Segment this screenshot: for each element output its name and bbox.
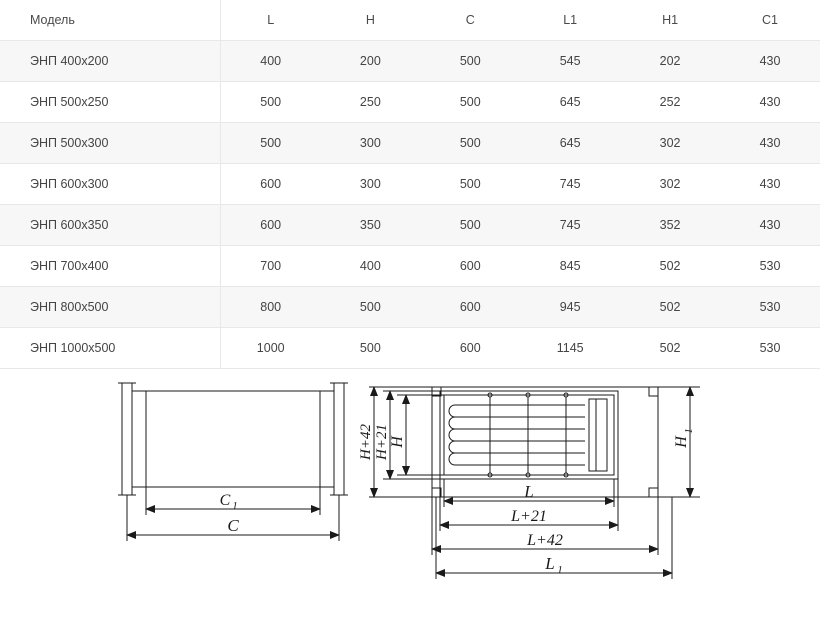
cell-h: 300 [320, 123, 420, 164]
cell-c1: 430 [720, 82, 820, 123]
table-row [0, 287, 820, 328]
cell-l: 800 [221, 287, 321, 328]
cell-h1: 302 [620, 164, 720, 205]
table-body [0, 41, 820, 369]
cell-c: 500 [420, 41, 520, 82]
cell-model: ЭНП 800x500 [0, 287, 221, 328]
cell-c: 600 [420, 287, 520, 328]
cell-h: 400 [320, 246, 420, 287]
label-c: C [227, 516, 239, 535]
table-row [0, 41, 820, 82]
table-row [0, 82, 820, 123]
cell-h: 300 [320, 164, 420, 205]
cell-l: 600 [221, 205, 321, 246]
cell-l1: 945 [520, 287, 620, 328]
table-row [0, 328, 820, 369]
cell-c1: 430 [720, 123, 820, 164]
label-h1: H [673, 436, 690, 448]
table-row [0, 123, 820, 164]
cell-l1: 545 [520, 41, 620, 82]
label-c1: C [219, 492, 231, 509]
cell-model: ЭНП 400x200 [0, 41, 221, 82]
cell-h: 500 [320, 287, 420, 328]
cell-model: ЭНП 1000x500 [0, 328, 221, 369]
table-row [0, 246, 820, 287]
cell-l1: 1145 [520, 328, 620, 369]
cell-h1: 502 [620, 287, 720, 328]
cell-c: 500 [420, 82, 520, 123]
cell-c: 500 [420, 205, 520, 246]
cell-h1: 502 [620, 328, 720, 369]
table-row [0, 164, 820, 205]
cell-h1: 202 [620, 41, 720, 82]
cell-h1: 252 [620, 82, 720, 123]
cell-c1: 430 [720, 205, 820, 246]
column-header-model: Модель [0, 0, 221, 41]
cell-c: 600 [420, 246, 520, 287]
cell-c: 500 [420, 123, 520, 164]
cell-c1: 430 [720, 164, 820, 205]
cell-h: 250 [320, 82, 420, 123]
cell-model: ЭНП 600x300 [0, 164, 221, 205]
cell-l1: 645 [520, 82, 620, 123]
cell-h1: 302 [620, 123, 720, 164]
cell-l1: 745 [520, 205, 620, 246]
label-l: L [524, 482, 534, 501]
table-head [0, 0, 820, 41]
label-h-plus-42: H+42 [358, 424, 374, 460]
cell-l: 700 [221, 246, 321, 287]
cell-c1: 530 [720, 246, 820, 287]
label-h-plus-21: H+21 [374, 424, 390, 460]
cell-l: 500 [221, 123, 321, 164]
column-header-l1: L1 [520, 0, 620, 41]
label-l-plus-42: L+42 [527, 532, 563, 549]
cell-l1: 645 [520, 123, 620, 164]
front-view-drawing [369, 387, 700, 579]
label-h1-subscript: 1 [683, 428, 695, 434]
label-h: H [389, 436, 406, 448]
label-l1-subscript: 1 [557, 564, 563, 576]
cell-c: 600 [420, 328, 520, 369]
cell-h: 500 [320, 328, 420, 369]
cell-l: 400 [221, 41, 321, 82]
column-header-l: L [221, 0, 321, 41]
cell-l: 500 [221, 82, 321, 123]
cell-c1: 530 [720, 287, 820, 328]
column-header-h: H [320, 0, 420, 41]
cell-model: ЭНП 500x300 [0, 123, 221, 164]
drawings-svg [0, 369, 820, 619]
cell-l1: 845 [520, 246, 620, 287]
cell-c1: 530 [720, 328, 820, 369]
cell-h1: 502 [620, 246, 720, 287]
cell-l1: 745 [520, 164, 620, 205]
cell-h1: 352 [620, 205, 720, 246]
column-header-c1: C1 [720, 0, 820, 41]
cell-model: ЭНП 600x350 [0, 205, 221, 246]
cell-model: ЭНП 700x400 [0, 246, 221, 287]
cell-h: 200 [320, 41, 420, 82]
label-c1-subscript: 1 [232, 500, 238, 512]
column-header-c: C [420, 0, 520, 41]
cell-l: 600 [221, 164, 321, 205]
technical-drawings [0, 369, 820, 619]
column-header-h1: H1 [620, 0, 720, 41]
cell-l: 1000 [221, 328, 321, 369]
table-header-row [0, 0, 820, 41]
label-l1: L [545, 554, 555, 573]
cell-model: ЭНП 500x250 [0, 82, 221, 123]
cell-c1: 430 [720, 41, 820, 82]
cell-h: 350 [320, 205, 420, 246]
cell-c: 500 [420, 164, 520, 205]
table-row [0, 205, 820, 246]
label-l-plus-21: L+21 [511, 508, 547, 525]
